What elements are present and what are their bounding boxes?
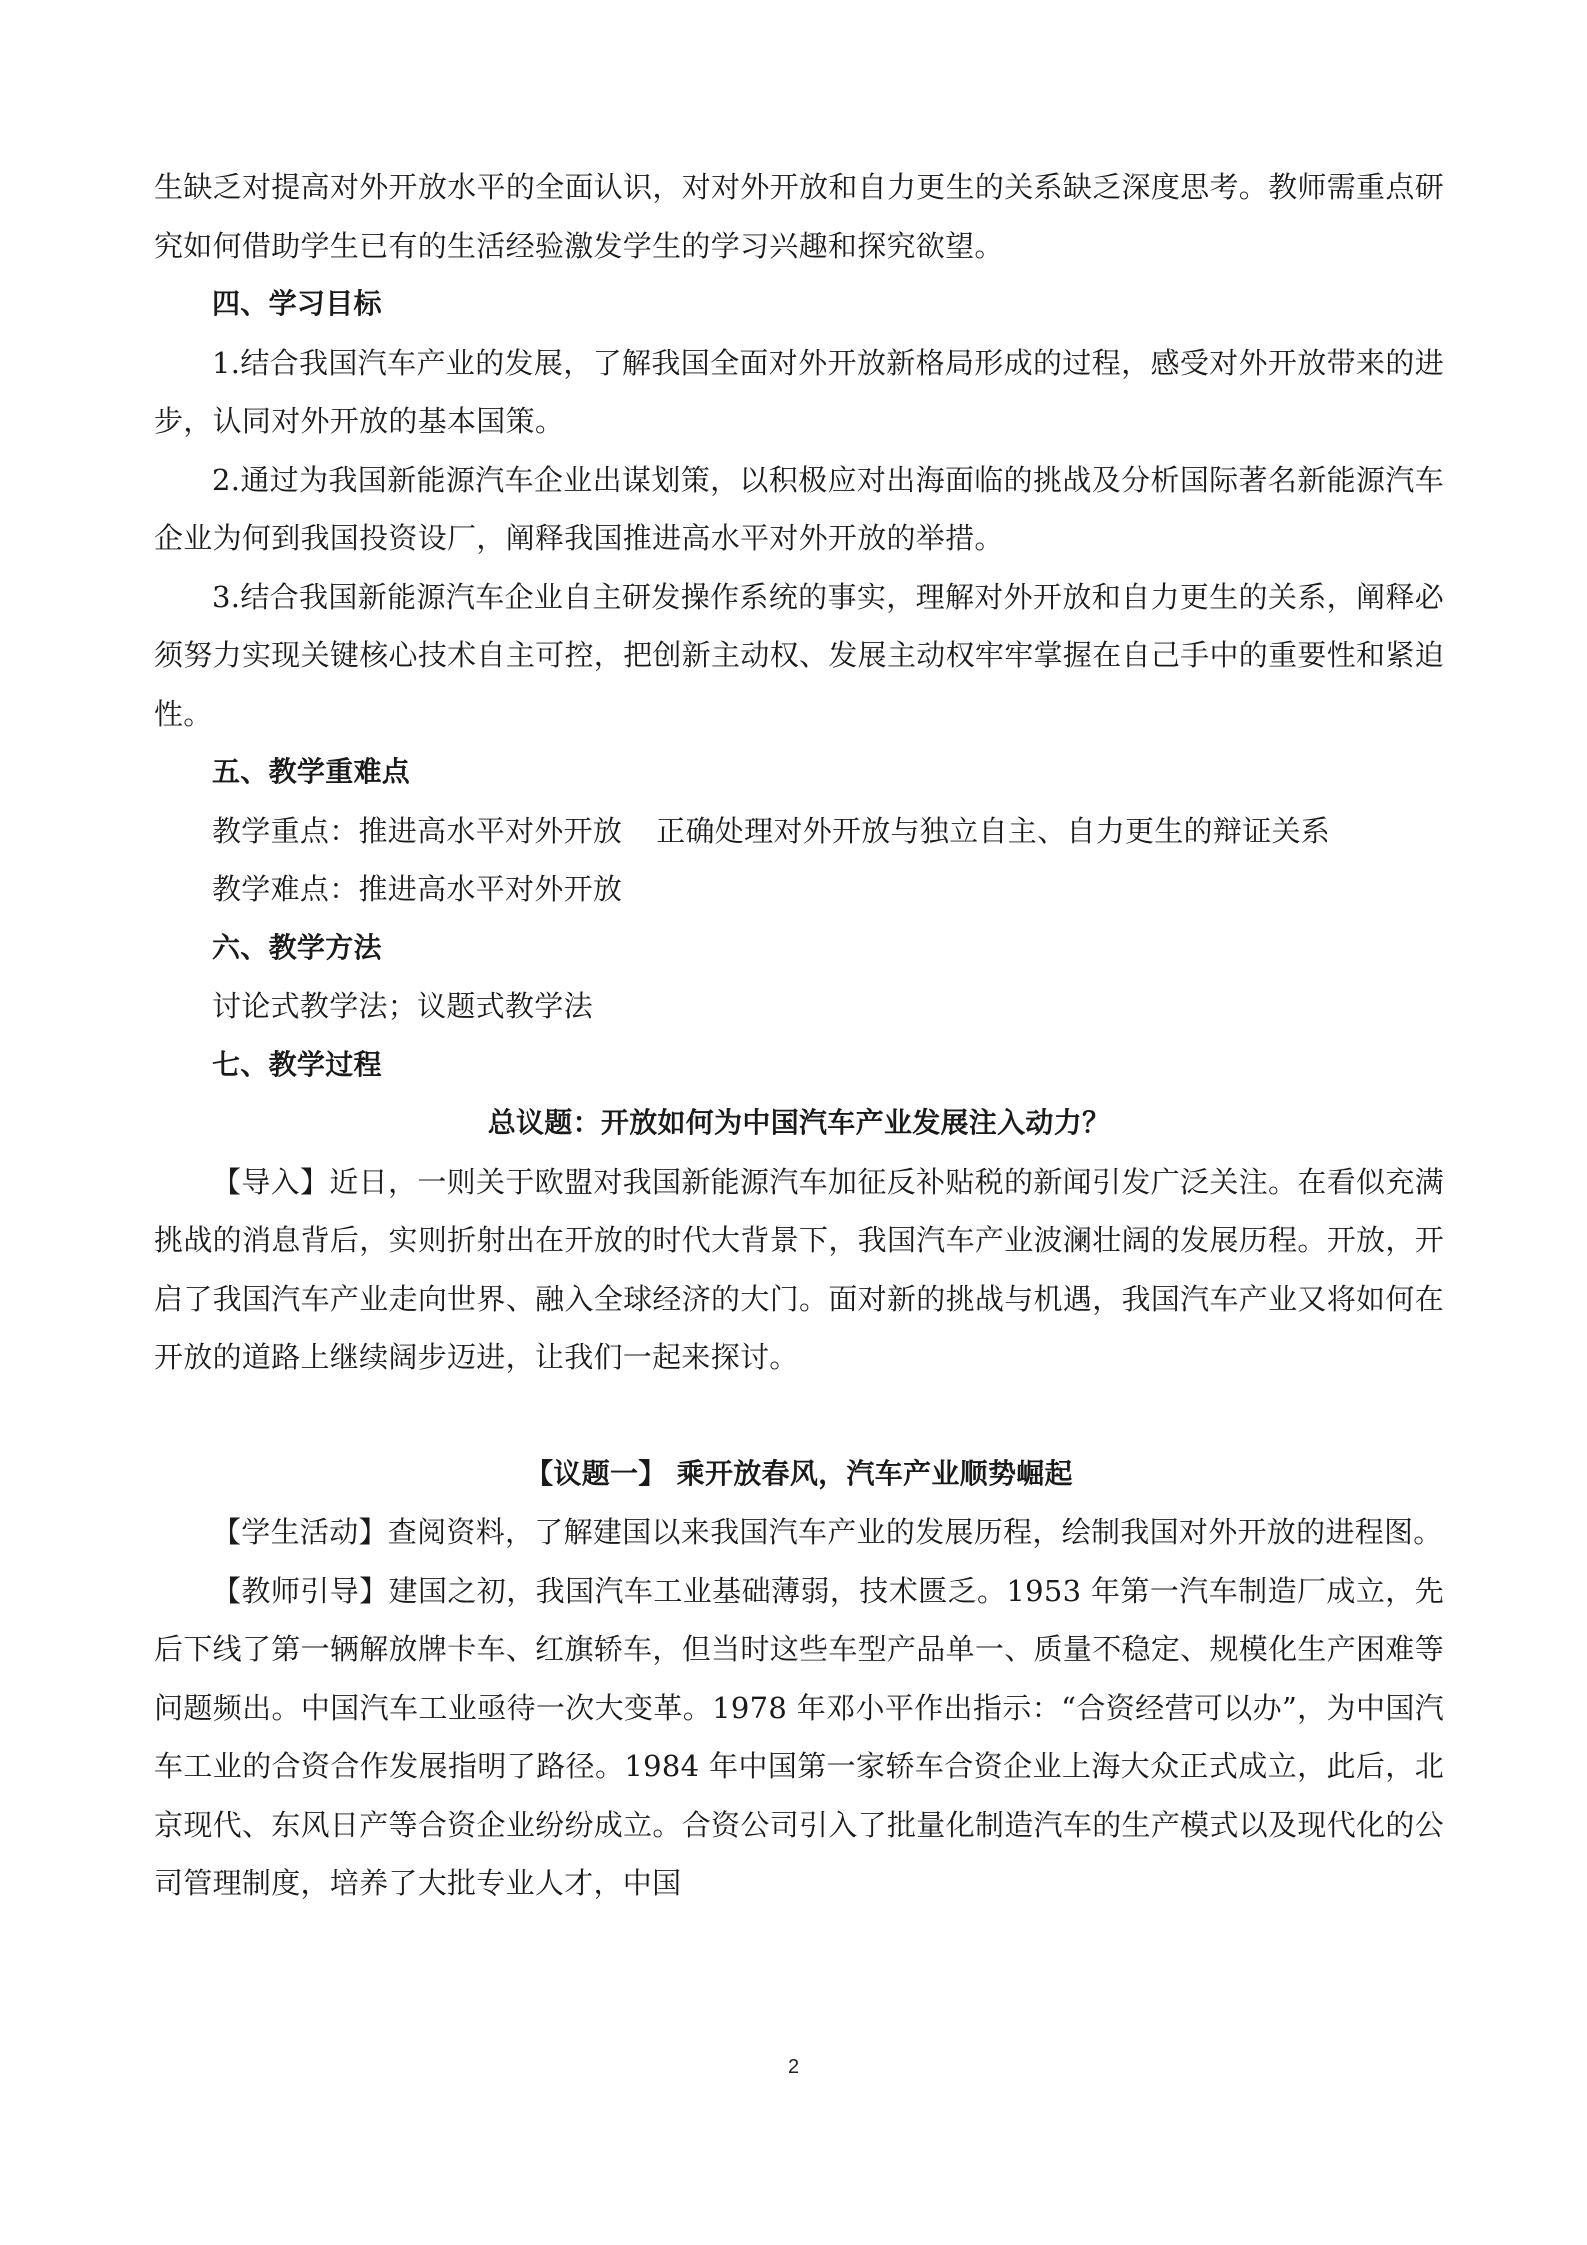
heading-key-difficult-points: 五、教学重难点	[212, 755, 411, 788]
paragraph-analysis-continued: 生缺乏对提高对外开放水平的全面认识，对对外开放和自力更生的关系缺乏深度思考。教师需重点研究如何借助学生已有的生活经验激发学生的学习兴趣和探究欲望。	[154, 170, 1444, 263]
heading-teaching-methods: 六、教学方法	[212, 930, 382, 964]
teaching-difficult-points: 教学难点：推进高水平对外开放	[212, 872, 623, 906]
lead-in-paragraph: 【导入】近日，一则关于欧盟对我国新能源汽车加征反补贴税的新闻引发广泛关注。在看似充满挑战的消息背后，实则折射出在开放的时代大背景下，我国汽车产业波澜壮阔的发展历程。开放，开启了我国汽车产业走向世界、融入全球经济的大门。面对新的挑战与机遇，我国汽车产业又将如何在开放的道路上继续阔步迈进，让我们一起来探讨。	[154, 1164, 1444, 1374]
teaching-methods: 讨论式教学法；议题式教学法	[212, 989, 593, 1023]
student-activity-paragraph: 【学生活动】查阅资料，了解建国以来我国汽车产业的发展历程，绘制我国对外开放的进程图。	[212, 1515, 1443, 1549]
topic-one-title: 【议题一】 乘开放春风，汽车产业顺势崛起	[525, 1456, 1073, 1490]
page-number: 2	[787, 2056, 800, 2078]
document-page	[154, 158, 1444, 1913]
main-topic-title: 总议题：开放如何为中国汽车产业发展注入动力？	[487, 1106, 1111, 1139]
heading-teaching-process: 七、教学过程	[212, 1047, 382, 1081]
key-points-part-a: 教学重点：推进高水平对外开放	[212, 813, 623, 848]
teaching-key-points	[154, 802, 1444, 861]
heading-learning-goals: 四、学习目标	[212, 287, 382, 320]
goal-1: 1.结合我国汽车产业的发展，了解我国全面对外开放新格局形成的过程，感受对外开放带来的进步，认同对外开放的基本国策。	[154, 345, 1444, 438]
goal-3: 3.结合我国新能源汽车企业自主研发操作系统的事实，理解对外开放和自力更生的关系，阐释必须努力实现关键核心技术自主可控，把创新主动权、发展主动权牢牢掌握在自己手中的重要性和紧迫性。	[154, 579, 1444, 731]
goal-2: 2.通过为我国新能源汽车企业出谋划策，以积极应对出海面临的挑战及分析国际著名新能源汽车企业为何到我国投资设厂，阐释我国推进高水平对外开放的举措。	[154, 462, 1444, 555]
teacher-guide-paragraph: 【教师引导】建国之初，我国汽车工业基础薄弱，技术匮乏。1953 年第一汽车制造厂成立，先后下线了第一辆解放牌卡车、红旗轿车，但当时这些车型产品单一、质量不稳定、规模化生产困难等问题频出。中国汽车工业亟待一次大变革。1978 年邓小平作出指示：“合资经营可以办”，为中国汽车工业的合资合作发展指明了路径。1984 年中国第一家轿车合资企业上海大众正式成立，此后，北京现代、东风日产等合资企业纷纷成立。合资公司引入了批量化制造汽车的生产模式以及现代化的公司管理制度，培养了大批专业人才，中国	[154, 1573, 1444, 1900]
section-spacer	[154, 1387, 1444, 1445]
key-points-part-b: 正确处理对外开放与独立自主、自力更生的辩证关系	[656, 813, 1331, 848]
